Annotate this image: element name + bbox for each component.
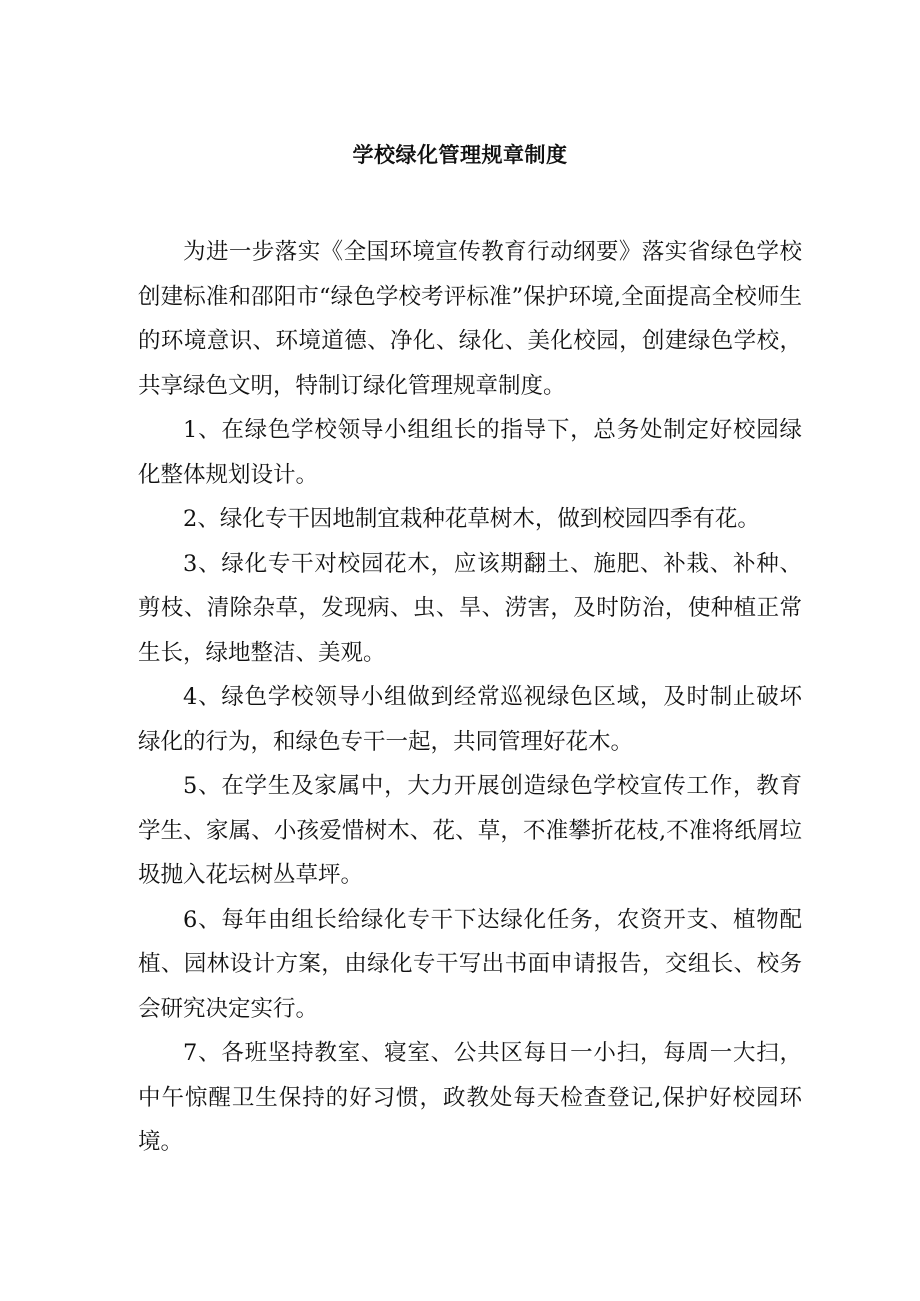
document-title: 学校绿化管理规章制度	[352, 142, 568, 167]
rule-item-7: 7、各班坚持教室、寝室、公共区每日一小扫，每周一大扫，中午惊醒卫生保持的好习惯，政教处每天检查登记,保护好校园环境。	[138, 1040, 802, 1155]
rule-item-2: 2、绿化专干因地制宜栽种花草树木，做到校园四季有花。	[183, 506, 760, 532]
rule-item-1: 1、在绿色学校领导小组组长的指导下，总务处制定好校园绿化整体规划设计。	[138, 417, 802, 488]
document-body	[138, 230, 802, 1165]
rule-item-4: 4、绿色学校领导小组做到经常巡视绿色区域，及时制止破坏绿化的行为，和绿色专干一起，共同管理好花木。	[138, 684, 802, 755]
rule-item-3: 3、绿化专干对校园花木，应该期翻土、施肥、补栽、补种、剪枝、清除杂草，发现病、虫、旱、涝害，及时防治，使种植正常生长，绿地整洁、美观。	[138, 550, 802, 666]
rule-item-6: 6、每年由组长给绿化专干下达绿化任务，农资开支、植物配植、园林设计方案，由绿化专干写出书面申请报告，交组长、校务会研究决定实行。	[138, 906, 802, 1022]
intro-paragraph: 为进一步落实《全国环境宣传教育行动纲要》落实省绿色学校创建标准和邵阳市“绿色学校考评标准”保护环境,全面提高全校师生的环境意识、环境道德、净化、绿化、美化校园，创建绿色学校，共享绿色文明，特制订绿化管理规章制度。	[138, 239, 802, 399]
rule-item-5: 5、在学生及家属中，大力开展创造绿色学校宣传工作，教育学生、家属、小孩爱惜树木、花、草，不准攀折花枝,不准将纸屑垃圾抛入花坛树丛草坪。	[138, 773, 802, 888]
